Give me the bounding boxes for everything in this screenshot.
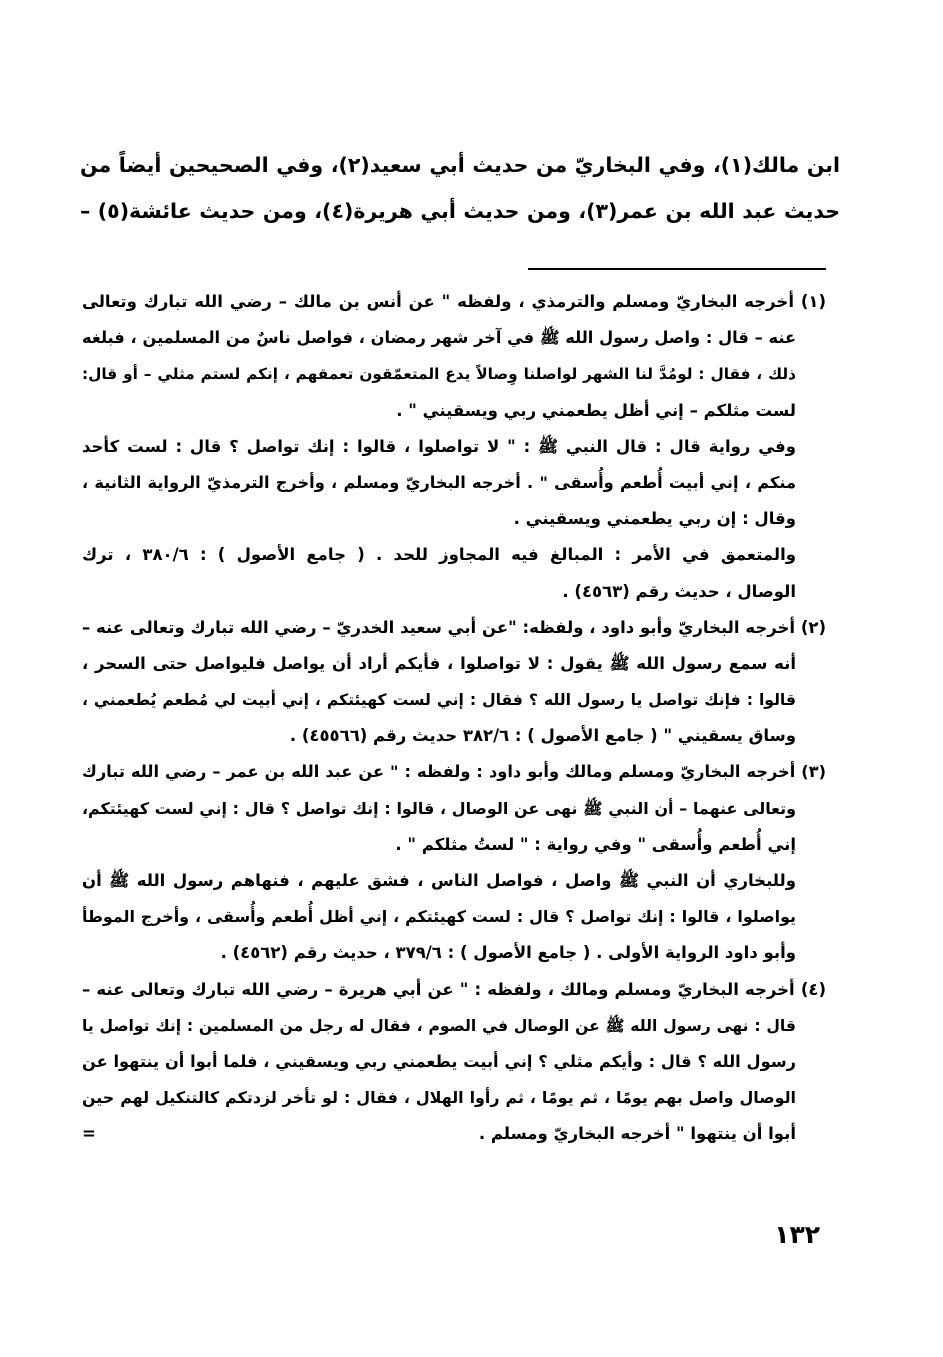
continuation-mark: = [82,1124,96,1144]
footnote-line: (٣) أخرجه البخاريّ ومسلم ومالك وأبو داود : ولفظه : " عن عبد الله بن عمر – رضي الله تبارك [82,762,826,782]
footnote-1 [82,284,826,610]
footnote-line: (١) أخرجه البخاريّ ومسلم والترمذي ، ولفظه " عن أنس بن مالك – رضي الله تبارك وتعالى [82,292,826,311]
footnote-line: إني أُطعم وأُسقى " وفي رواية : " لستُ مثلكم " . [395,834,796,854]
footnote-line: الوصال واصل بهم يومًا ، ثم يومًا ، ثم رأوا الهلال ، فقال : لو تأخر لزدتكم كالتنكيل لهم حين [82,1088,796,1108]
footnote-line: يواصلوا ، قالوا : إنك تواصل ؟ قال : لست كهيئتكم ، إني أظل أُطعم وأُسقى ، وأخرج الموطأ [82,907,796,927]
main-text-line: ابن مالك(١)، وفي البخاريّ من حديث أبي سعيد(٢)، وفي الصحيحين أيضاً من [80,153,841,177]
footnote-4 [82,972,826,1153]
main-text-line: حديث عبد الله بن عمر(٣)، ومن حديث أبي هريرة(٤)، ومن حديث عائشة(٥) – [80,199,840,223]
footnote-line: قال : نهى رسول الله ﷺ عن الوصال في الصوم ، فقال له رجل من المسلمين : إنك تواصل يا [82,1016,796,1035]
footnote-line: منكم ، إني أبيت أُطعم وأُسقى " . أخرجه البخاريّ ومسلم ، وأخرج الترمذيّ الرواية الثانية ، [82,472,796,492]
page-number: ١٣٢ [774,1220,820,1249]
footnote-line: ذلك ، فقال : لومُدَّ لنا الشهر لواصلنا وِصالاً يدع المتعمّقون تعمقهم ، إنكم لستم مثلي – أو قال: [82,365,796,384]
footnote-line: أنه سمع رسول الله ﷺ يقول : لا تواصلوا ، فأيكم أراد أن يواصل فليواصل حتى السحر ، [82,653,796,673]
footnote-separator [528,268,826,270]
footnote-line: قالوا : فإنك تواصل يا رسول الله ؟ فقال : إني لست كهيئتكم ، إني أبيت لي مُطعم يُطعمني ، [82,691,796,710]
footnote-line: (٢) أخرجه البخاريّ وأبو داود ، ولفظه: "عن أبي سعيد الخدريّ – رضي الله تبارك وتعالى عنه – [82,617,826,637]
footnote-line: وفي رواية قال : قال النبي ﷺ : " لا تواصلوا ، قالوا : إنك تواصل ؟ قال : لست كأحد [82,436,796,456]
footnote-line-text: أبوا أن ينتهوا " أخرجه البخاريّ ومسلم . [478,1124,796,1144]
footnote-line: وللبخاري أن النبي ﷺ واصل ، فواصل الناس ، فشق عليهم ، فنهاهم رسول الله ﷺ أن [82,871,796,890]
footnote-line [82,1116,826,1152]
footnote-line: الوصال ، حديث رقم (٤٥٦٣) . [562,581,796,601]
main-text [80,142,840,234]
footnote-line: رسول الله ؟ قال : وأيكم مثلي ؟ إني أبيت يطعمني ربي ويسقيني ، فلما أبوا أن ينتهوا عن [82,1051,796,1071]
footnote-line: لست مثلكم – إني أظل يطعمني ربي ويسقيني " . [396,400,796,420]
footnote-line: وأبو داود الرواية الأولى . ( جامع الأصول ) : ٣٧٩/٦ ، حديث رقم (٤٥٦٢) . [220,943,796,963]
footnote-2 [82,610,826,755]
footnote-line: وساق يسقيني " ( جامع الأصول ) : ٣٨٢/٦ حديث رقم (٤٥٥٦٦) . [289,726,796,746]
footnote-line: والمتعمق في الأمر : المبالغ فيه المجاوز للحد . ( جامع الأصول ) : ٣٨٠/٦ ، ترك [82,545,796,565]
footnote-line: عنه – قال : واصل رسول الله ﷺ في آخر شهر رمضان ، فواصل ناسٌ من المسلمين ، فبلغه [82,328,796,348]
footnote-3 [82,754,826,971]
footnote-line: (٤) أخرجه البخاريّ ومسلم ومالك ، ولفظه : " عن أبي هريرة – رضي الله تبارك وتعالى عنه – [82,979,826,999]
footnote-line: وقال : إن ربي يطعمني ويسقيني . [513,509,796,529]
footnote-line: وتعالى عنهما – أن النبي ﷺ نهى عن الوصال ، قالوا : إنك تواصل ؟ قال : إني لست كهيئتكم، [82,798,796,818]
footnotes [82,284,826,1153]
